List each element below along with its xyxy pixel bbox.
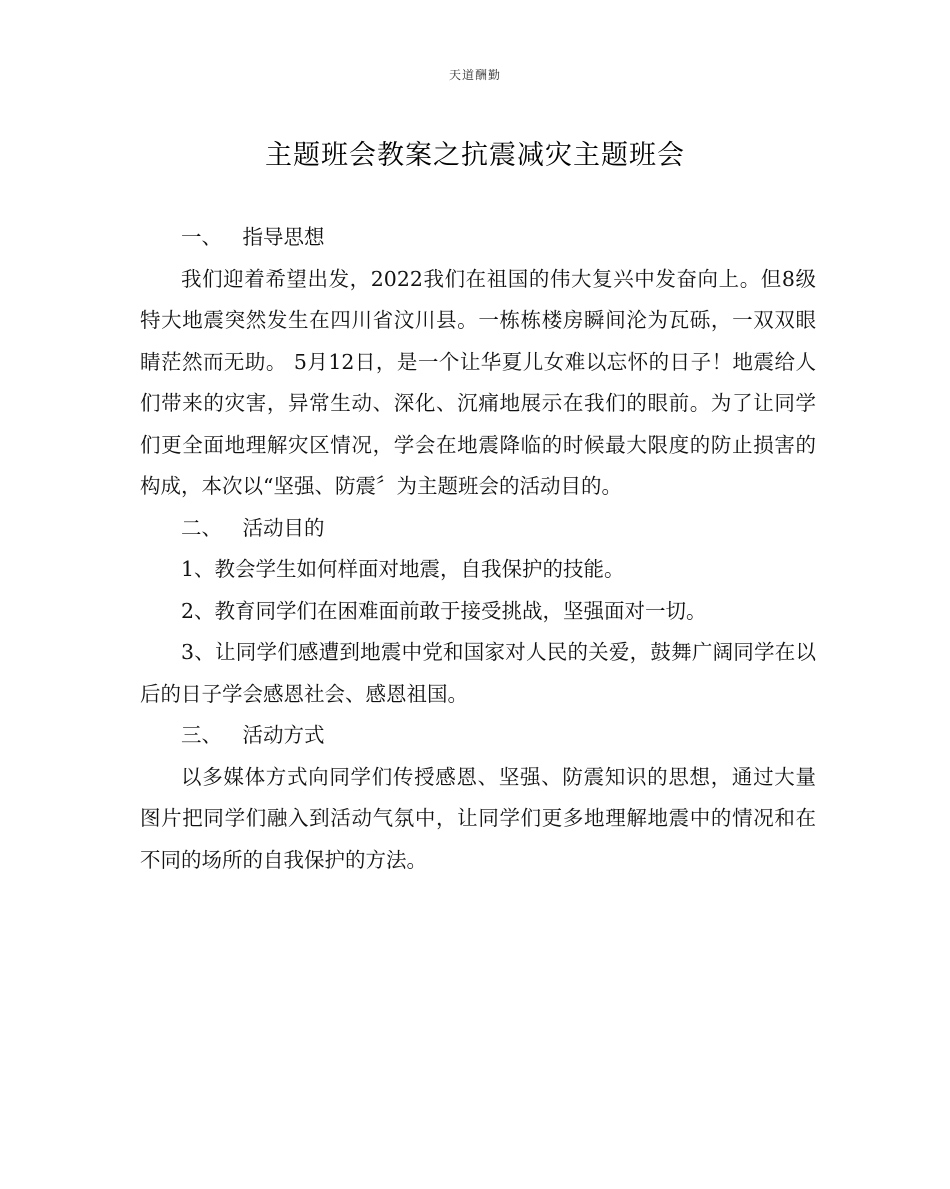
section-heading-number: 二、 [181, 515, 222, 540]
section-heading-number: 三、 [181, 723, 222, 747]
list-item: 2、教育同学们在困难面前敢于接受挑战，坚强面对一切。 [181, 598, 707, 623]
section-heading-text: 活动目的 [242, 515, 325, 540]
paragraph: 以多媒体方式向同学们传授感恩、坚强、防震知识的思想，通过大量图片把同学们融入到活动气氛中，让同学们更多地理解地震中的情况和在不同的场所的自我保护的方法。 [140, 764, 816, 872]
list-item: 1、教会学生如何样面对地震，自我保护的技能。 [181, 557, 625, 581]
section-heading-2 [140, 508, 816, 550]
section-heading-text: 活动方式 [242, 723, 325, 747]
document-body [140, 217, 816, 881]
section-heading-number: 一、 [181, 225, 222, 249]
section-heading-1 [140, 217, 816, 259]
section-heading-text: 指导思想 [242, 225, 325, 249]
document-title: 主题班会教案之抗震减灾主题班会 [265, 140, 685, 171]
list-item: 3、让同学们感遭到地震中党和国家对人民的关爱，鼓舞广阔同学在以后的日子学会感恩社会、感恩祖国。 [140, 640, 816, 706]
section-heading-3 [140, 715, 816, 757]
page-header: 天道酬勤 [448, 68, 501, 82]
paragraph: 我们迎着希望出发，2022我们在祖国的伟大复兴中发奋向上。但8级特大地震突然发生在四川省汶川县。一栋栋楼房瞬间沦为瓦砾，一双双眼睛茫然而无助。 5月12日，是一个让华夏儿女难以忘怀的日子！地震给人们带来的灾害，异常生动、深化、沉痛地展示在我们的眼前。为了让同学们更全面地理解灾区情况，学会在地震降临的时候最大限度的防止损害的构成，本次以“坚强、防震〞为主题班会的活动目的。 [140, 266, 816, 498]
